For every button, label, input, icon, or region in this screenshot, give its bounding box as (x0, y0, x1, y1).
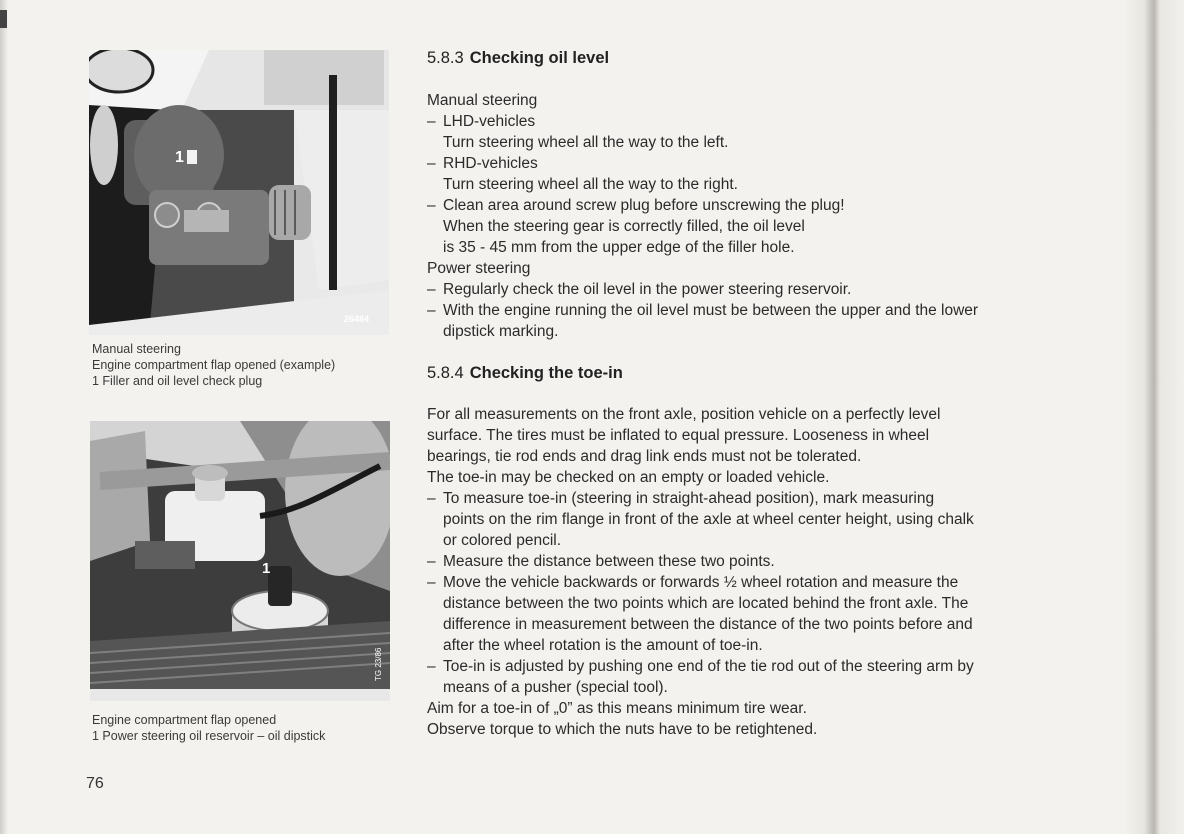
binding-mark (0, 10, 7, 28)
text-line: The toe-in may be checked on an empty or loaded vehicle. (427, 469, 830, 486)
text-line: means of a pusher (special tool). (443, 679, 668, 696)
figure-caption-1 (92, 341, 335, 389)
text-line: Aim for a toe-in of „0” as this means minimum tire wear. (427, 700, 807, 717)
figure-callout-1: 1 (175, 149, 184, 166)
text-line: surface. The tires must be inflated to equal pressure. Looseness in wheel (427, 427, 930, 444)
figure-image-code: TG 23/86 (374, 647, 383, 681)
bullet-item: – LHD-vehicles (427, 111, 1127, 132)
text-line: Observe torque to which the nuts have to be retightened. (427, 721, 818, 738)
text-line: is 35 - 45 mm from the upper edge of the filler hole. (443, 239, 795, 256)
section-body-checking-toe-in (427, 404, 1127, 740)
bullet-item: – Regularly check the oil level in the power steering reservoir. (427, 279, 1127, 300)
figure-power-steering-photo (90, 421, 390, 701)
bullet-item: – Measure the distance between these two points. (427, 551, 1127, 572)
caption-line: Manual steering (92, 342, 181, 356)
section-number: 5.8.3 (427, 49, 464, 67)
page-right-edge (1124, 0, 1184, 834)
bullet-item: – Move the vehicle backwards or forwards ½ wheel rotation and measure the (427, 572, 1127, 593)
text-line: Power steering (427, 260, 531, 277)
caption-line: Engine compartment flap opened (92, 713, 277, 727)
caption-line: Engine compartment flap opened (example) (92, 358, 336, 372)
text-line: points on the rim flange in front of the axle at wheel center height, using chalk (443, 511, 974, 528)
caption-line: 1 Power steering oil reservoir – oil dipstick (92, 729, 326, 743)
section-number: 5.8.4 (427, 364, 464, 382)
section-title: Checking the toe-in (469, 364, 623, 382)
text-line: or colored pencil. (443, 532, 562, 549)
bullet-item: – With the engine running the oil level must be between the upper and the lower (427, 300, 1127, 321)
section-heading-checking-toe-in (427, 364, 623, 383)
figure-manual-steering-photo (89, 50, 389, 335)
page-left-edge (0, 0, 8, 834)
section-heading-checking-oil-level (427, 49, 609, 68)
text-line: Manual steering (427, 92, 538, 109)
text-line: dipstick marking. (443, 323, 559, 340)
text-line: For all measurements on the front axle, position vehicle on a perfectly level (427, 406, 941, 423)
section-title: Checking oil level (469, 49, 610, 67)
figure-image-code: 26484 (344, 314, 370, 324)
text-line: after the wheel rotation is the amount of toe-in. (443, 637, 763, 654)
text-line: distance between the two points which are located behind the front axle. The (443, 595, 969, 612)
text-line: When the steering gear is correctly filled, the oil level (443, 218, 805, 235)
bullet-item: – Toe-in is adjusted by pushing one end of the tie rod out of the steering arm by (427, 656, 1127, 677)
bullet-item: – Clean area around screw plug before unscrewing the plug! (427, 195, 1127, 216)
text-line: bearings, tie rod ends and drag link ends must not be tolerated. (427, 448, 862, 465)
section-body-checking-oil-level (427, 90, 1127, 342)
text-line: Turn steering wheel all the way to the right. (443, 176, 738, 193)
caption-line: 1 Filler and oil level check plug (92, 374, 263, 388)
figure-callout-1: 1 (262, 560, 271, 577)
figure-caption-2 (92, 712, 325, 744)
bullet-item: – To measure toe-in (steering in straight-ahead position), mark measuring (427, 488, 1127, 509)
text-line: difference in measurement between the distance of the two points before and (443, 616, 973, 633)
text-line: Turn steering wheel all the way to the left. (443, 134, 729, 151)
page-number: 76 (86, 775, 104, 792)
bullet-item: – RHD-vehicles (427, 153, 1127, 174)
